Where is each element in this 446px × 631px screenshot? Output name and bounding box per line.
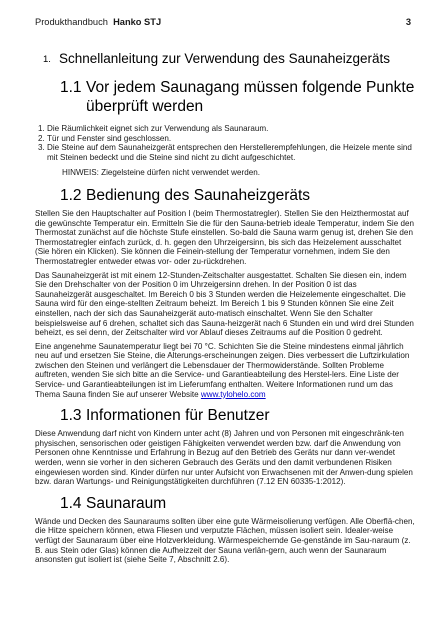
website-link[interactable]: www.tylohelo.com bbox=[200, 389, 266, 399]
section-1-4-heading bbox=[60, 494, 415, 514]
operation-paragraph-2: Das Saunaheizgerät ist mit einem 12-Stunden-Zeitschalter ausgestattet. Schalten Sie diesen ein, indem Sie den Drehschalter von der Position 0 im Uhrzeigersinn drehen. In der Position 0 ist das Saunaheizgerät ausgeschaltet. Im Bereich 0 bis 3 Stunden werden die Heizelemente eingeschaltet. Die Sauna wird für den einge-stellten Zeitraum beheizt. Im Bereich 1 bis 9 Stunden können Sie eine Zeit einstellen, nach der sich das Saunaheizgerät auto-matisch einschaltet. Wenn Sie den Schalter beispielsweise auf 6 drehen, schaltet sich das Sauna-heizgerät nach 6 Stunden ein und wird drei Stunden beheizt, es sei denn, der Zeitschalter wird vor Ablauf dieses Zeitraums auf die Position 0 gedreht. bbox=[35, 270, 414, 338]
checklist bbox=[35, 124, 415, 162]
section-1-3-title: Informationen für Benutzer bbox=[86, 407, 270, 425]
chapter-heading bbox=[43, 50, 415, 68]
section-1-2-number: 1.2 bbox=[60, 186, 82, 204]
user-info-paragraph: Diese Anwendung darf nicht von Kindern unter acht (8) Jahren und von Personen mit eingeschränk-ten physischen, sensorischen oder geistigen Fähigkeiten verwendet werden bzw. darf die Anwendung von Personen ohne Kenntnisse und Erfahrung in Bezug auf den Betrieb des Geräts nur dann ver-wendet werden, wenn sie vorher in den sicheren Gebrauch des Geräts und den damit verbundenen Risiken eingewiesen worden sind. Kinder dürfen nur unter Aufsicht von Erwachsenen mit der Anwen-dung spielen bzw. daran Wartungs- und Reinigungstätigkeiten durchführen (7.12 EN 60335-1:2012). bbox=[35, 429, 413, 487]
chapter-title: Schnellanleitung zur Verwendung des Saunaheizgeräts bbox=[59, 51, 390, 66]
list-item-number: 1. bbox=[38, 124, 45, 133]
list-item bbox=[35, 143, 415, 162]
section-1-2-heading bbox=[60, 186, 415, 206]
hinweis-note: HINWEIS: Ziegelsteine dürfen nicht verwendet werden. bbox=[62, 168, 260, 178]
section-1-3-heading bbox=[60, 406, 415, 426]
page-header bbox=[35, 16, 411, 28]
section-1-4-title: Saunaraum bbox=[86, 494, 167, 512]
page-number: 3 bbox=[405, 17, 411, 27]
list-item-number: 3. bbox=[38, 143, 45, 153]
section-1-1-number: 1.1 bbox=[60, 79, 82, 96]
page-content bbox=[35, 50, 415, 565]
list-item bbox=[35, 124, 415, 134]
section-1-1-title-line2: überprüft werden bbox=[86, 98, 204, 115]
header-brand: Hanko STJ bbox=[113, 17, 162, 27]
list-item-text: Die Räumlichkeit eignet sich zur Verwendung als Saunaraum. bbox=[47, 124, 269, 133]
list-item bbox=[35, 134, 415, 144]
section-1-2-title: Bedienung des Saunaheizgeräts bbox=[86, 186, 311, 204]
operation-paragraph-3-text: Eine angenehme Saunatemperatur liegt bei 70 °C. Schichten Sie die Steine mindestens einmal jährlich neu auf und ersetzen Sie Steine, die Alterungs-erscheinungen zeigen. Dies verbessert die Luftzirkulation zwischen den Steinen und verlängert die Lebensdauer der Thermowiderstände. Sollten Probleme auftreten, wenden Sie sich bitte an die Service- und Garantieabteilung des Herstel-lers. Eine Liste der Service- und Garantieabteilungen ist im Lieferumfang enthalten. Weitere Informationen rund um das Thema Sauna finden Sie auf unserer Website bbox=[35, 341, 410, 399]
section-1-4-number: 1.4 bbox=[60, 494, 82, 512]
list-item-number: 2. bbox=[38, 133, 45, 143]
operation-paragraph-1: Stellen Sie den Hauptschalter auf Position I (beim Thermostatregler). Stellen Sie den Heizthermostat auf die gewünschte Temperatur ein. Ermitteln Sie die für den Sauna-betrieb ideale Temperatur, indem Sie den Thermostat zunächst auf die höchste Stufe einstellen. So-bald die Sauna warm genug ist, drehen Sie den Thermostatregler einfach zurück, d. h. gegen den Uhrzeigersinn, bis sich das Heizelement ausschaltet (Sie hören ein Klicken). Sie können die Feinein-stellung der Temperatur vornehmen, indem Sie den Thermostatregler entweder etwas vor- oder zu-rückdrehen. bbox=[35, 208, 414, 266]
list-item-text: Tür und Fenster sind geschlossen. bbox=[47, 133, 172, 143]
sauna-room-paragraph: Wände und Decken des Saunaraums sollten über eine gute Wärmeisolierung verfügen. Alle Oberflä-chen, die Hitze speichern können, etwa Fliesen und verputzte Flächen, müssen isoliert sein. Idealer-weise verfügt der Saunaraum über eine Holzverkleidung. Wärmespeichernde Ge-genstände im Sau-naraum (z. B. aus Stein oder Glas) können die Aufheizzeit der Sauna verlän-gern, auch wenn der Saunaraum ansonsten gut isoliert ist (siehe Seite 7, Abschnitt 2.6). bbox=[35, 516, 415, 565]
header-prefix: Produkthandbuch bbox=[35, 17, 108, 27]
section-1-3-number: 1.3 bbox=[60, 407, 82, 425]
section-1-1-heading bbox=[60, 78, 415, 116]
section-1-1-title-line1: Vor jedem Saunagang müssen folgende Punkte bbox=[86, 79, 415, 96]
chapter-number: 1. bbox=[43, 54, 51, 65]
operation-paragraph-3 bbox=[35, 342, 415, 400]
list-item-text: Die Steine auf dem Saunaheizgerät entsprechen den Herstellerempfehlungen, die Heizele mente sind mit Steinen bedeckt und die Steine sind nicht zu dicht aufgeschichtet. bbox=[47, 143, 412, 162]
